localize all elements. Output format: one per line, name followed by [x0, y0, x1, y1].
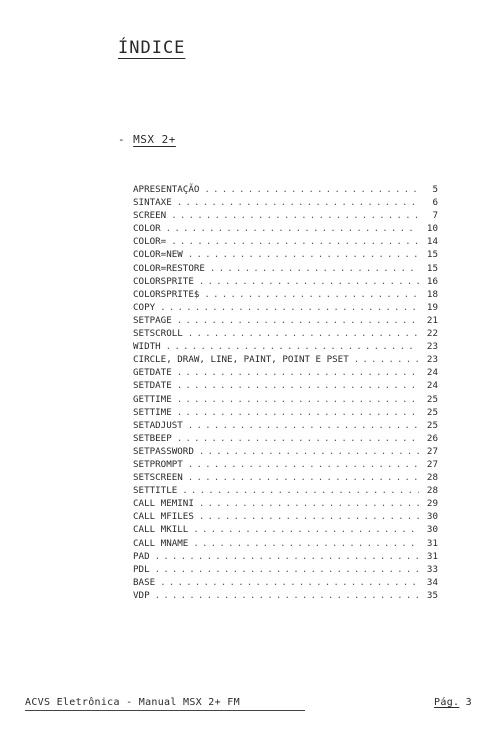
toc-entry [133, 393, 438, 406]
toc-entry [133, 183, 438, 196]
toc-entry-label: COLOR=NEW [133, 249, 183, 261]
footer-publisher: ACVS Eletrônica - Manual MSX 2+ FM [25, 697, 240, 708]
toc-entry [133, 523, 438, 536]
footer-page [434, 697, 472, 708]
footer-page-label: Pág. [434, 697, 460, 708]
toc-entry-page: 27 [426, 458, 438, 470]
toc-entry [133, 432, 438, 445]
toc-entry [133, 340, 438, 353]
toc-entry-page: 15 [426, 249, 438, 261]
toc-entry [133, 471, 438, 484]
toc-entry-label: CALL MKILL [133, 524, 189, 536]
toc-entry-label: GETTIME [133, 393, 172, 405]
toc-leader-dots [171, 235, 419, 248]
section-name: MSX 2+ [133, 133, 176, 146]
toc-entry-label: SETADJUST [133, 419, 183, 431]
toc-leader-dots [199, 510, 419, 523]
toc-entry-label: COLOR= [133, 236, 167, 248]
toc-entry-label: COLORSPRITE$ [133, 288, 200, 300]
toc-entry-label: COLORSPRITE [133, 275, 194, 287]
toc-entry [133, 406, 438, 419]
toc-entry-page: 16 [426, 275, 438, 287]
toc-leader-dots [188, 327, 419, 340]
toc-entry [133, 314, 438, 327]
toc-entry [133, 209, 438, 222]
toc-leader-dots [155, 550, 419, 563]
toc-entry-page: 28 [426, 485, 438, 497]
toc-leader-dots [199, 445, 419, 458]
toc-entry [133, 445, 438, 458]
page-title: ÍNDICE [118, 38, 186, 58]
toc-leader-dots [193, 537, 419, 550]
toc-leader-dots [188, 248, 419, 261]
toc-entry [133, 458, 438, 471]
toc-entry-page: 25 [426, 406, 438, 418]
toc-entry-page: 18 [426, 288, 438, 300]
toc-leader-dots [171, 209, 419, 222]
toc-entry [133, 510, 438, 523]
toc-leader-dots [155, 563, 419, 576]
footer-rule [25, 710, 305, 711]
toc-entry-page: 24 [426, 380, 438, 392]
toc-entry-label: CIRCLE, DRAW, LINE, PAINT, POINT E PSET [133, 354, 349, 366]
toc-entry [133, 484, 438, 497]
toc-entry-label: SETDATE [133, 380, 172, 392]
toc-entry [133, 563, 438, 576]
toc-entry-label: COPY [133, 301, 156, 313]
toc-leader-dots [166, 340, 419, 353]
toc-leader-dots [204, 288, 419, 301]
toc-entry-page: 25 [426, 419, 438, 431]
toc-leader-dots [182, 484, 419, 497]
toc-entry-label: SETTIME [133, 406, 172, 418]
toc-leader-dots [188, 419, 419, 432]
toc-entry-page: 23 [426, 354, 438, 366]
section-heading [118, 133, 176, 146]
toc-entry [133, 301, 438, 314]
toc-entry-label: CALL MFILES [133, 511, 194, 523]
toc-entry-label: APRESENTAÇÃO [133, 184, 200, 195]
toc-entry-page: 25 [426, 393, 438, 405]
toc-leader-dots [177, 196, 419, 209]
toc-leader-dots [177, 379, 419, 392]
toc-leader-dots [193, 523, 419, 536]
toc-entry-label: SETPASSWORD [133, 445, 194, 457]
toc-entry [133, 222, 438, 235]
toc-entry [133, 419, 438, 432]
toc-entry [133, 327, 438, 340]
toc-entry-label: GETDATE [133, 367, 172, 379]
toc-leader-dots [177, 406, 419, 419]
toc-entry-label: VDP [133, 589, 150, 601]
toc-entry-label: BASE [133, 576, 156, 588]
toc-entry-page: 30 [426, 511, 438, 523]
toc-entry-page: 28 [426, 472, 438, 484]
toc-leader-dots [210, 262, 419, 275]
toc-leader-dots [166, 222, 419, 235]
toc-entry-page: 27 [426, 445, 438, 457]
toc-entry [133, 550, 438, 563]
toc-entry-label: SETPAGE [133, 314, 172, 326]
toc-entry-page: 29 [426, 498, 438, 510]
toc-entry [133, 366, 438, 379]
toc-entry-page: 21 [426, 314, 438, 326]
section-dash: - [118, 133, 126, 146]
table-of-contents [133, 183, 438, 602]
toc-entry-page: 6 [432, 197, 438, 209]
toc-entry-label: COLOR [133, 223, 161, 235]
toc-entry [133, 497, 438, 510]
toc-entry-page: 31 [426, 550, 438, 562]
toc-leader-dots [204, 183, 419, 196]
toc-leader-dots [160, 301, 419, 314]
toc-entry [133, 196, 438, 209]
toc-leader-dots [199, 497, 419, 510]
toc-leader-dots [188, 471, 419, 484]
toc-entry-page: 34 [426, 576, 438, 588]
toc-leader-dots [160, 576, 419, 589]
toc-leader-dots [177, 393, 419, 406]
toc-entry-page: 26 [426, 432, 438, 444]
toc-entry-page: 30 [426, 524, 438, 536]
toc-entry-page: 7 [432, 210, 438, 222]
toc-entry [133, 537, 438, 550]
toc-entry [133, 379, 438, 392]
toc-entry-page: 5 [432, 184, 438, 195]
toc-entry-page: 31 [426, 537, 438, 549]
footer-page-number: 3 [465, 697, 472, 708]
toc-entry-label: CALL MNAME [133, 537, 189, 549]
toc-leader-dots [177, 432, 419, 445]
toc-entry [133, 576, 438, 589]
toc-leader-dots [177, 314, 419, 327]
toc-entry [133, 262, 438, 275]
toc-entry-page: 24 [426, 367, 438, 379]
toc-entry-label: SINTAXE [133, 197, 172, 209]
toc-entry-page: 19 [426, 301, 438, 313]
toc-leader-dots [199, 275, 419, 288]
toc-entry-label: SETSCROLL [133, 328, 183, 340]
toc-entry-page: 33 [426, 563, 438, 575]
toc-entry-page: 23 [426, 341, 438, 353]
toc-entry-label: SETPROMPT [133, 458, 183, 470]
toc-entry [133, 589, 438, 602]
toc-entry-page: 14 [426, 236, 438, 248]
toc-entry-label: PAD [133, 550, 150, 562]
toc-entry [133, 275, 438, 288]
toc-entry-label: COLOR=RESTORE [133, 262, 205, 274]
toc-entry-label: SETBEEP [133, 432, 172, 444]
toc-entry-page: 35 [426, 589, 438, 601]
toc-entry [133, 235, 438, 248]
toc-leader-dots [354, 353, 419, 366]
toc-entry-label: SETSCREEN [133, 472, 183, 484]
toc-entry-page: 22 [426, 328, 438, 340]
toc-entry-label: PDL [133, 563, 150, 575]
toc-entry-page: 15 [426, 262, 438, 274]
toc-entry [133, 353, 438, 366]
toc-leader-dots [188, 458, 419, 471]
toc-leader-dots [155, 589, 419, 602]
toc-entry-page: 10 [426, 223, 438, 235]
toc-entry [133, 248, 438, 261]
toc-entry-label: CALL MEMINI [133, 498, 194, 510]
toc-entry-label: WIDTH [133, 341, 161, 353]
toc-leader-dots [177, 366, 419, 379]
toc-entry-label: SETTITLE [133, 485, 178, 497]
toc-entry-label: SCREEN [133, 210, 167, 222]
toc-entry [133, 288, 438, 301]
